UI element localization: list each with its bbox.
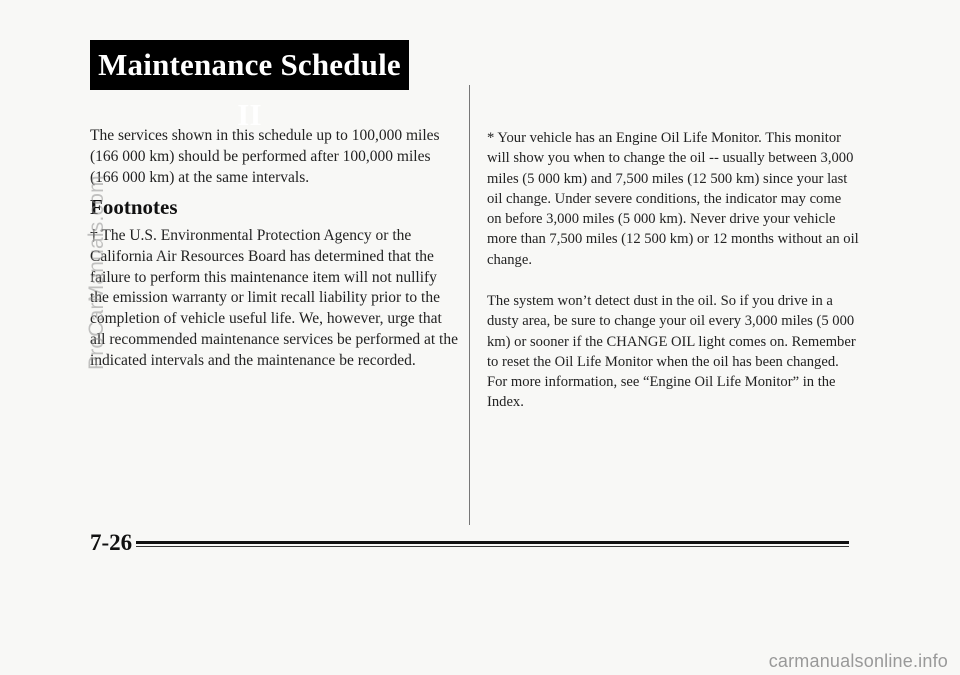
dust-note: The system won’t detect dust in the oil. So if you drive in a dusty area, be sure to change your oil every 3,000 miles (5 000 km) or sooner if the CHANGE OIL light comes on. Remember to reset the Oil Life Monitor when the oil has been changed. For more information, see “Engine Oil Life Monitor” in the Index. <box>487 293 856 411</box>
footnote-paragraph: † The U.S. Environmental Protection Agency or the California Air Resources Board has determined that the failure to perform this maintenance item will not nullify the emission warranty or limit recall liability prior to the completion of vehicle useful life. We, however, urge that all recommended maintenance services be performed at the indicated intervals and the maintenance be recorded. <box>90 227 458 369</box>
column-divider <box>469 85 470 525</box>
procarmanuals-watermark: ProCarManuals.com <box>85 175 108 370</box>
footnotes-heading: Footnotes <box>90 195 178 219</box>
carmanualsonline-watermark: carmanualsonline.info <box>768 651 948 671</box>
section-title: Maintenance Schedule II <box>90 40 409 90</box>
page-number: 7-26 <box>90 530 133 555</box>
oil-life-monitor-note: * Your vehicle has an Engine Oil Life Monitor. This monitor will show you when to change the oil -- usually between 3,000 miles (5 000 km) and 7,500 miles (12 500 km) since your last oil change. Under severe conditions, the indicator may come on before 3,000 miles (5 000 km). Never drive your vehicle more than 7,500 miles (12 500 km) or 12 months without an oil change. <box>487 130 859 268</box>
schedule-intro-paragraph: The services shown in this schedule up to 100,000 miles (166 000 km) should be performed after 100,000 miles (166 000 km) at the same intervals. <box>90 127 440 186</box>
footer-rule-thin <box>136 546 849 547</box>
footer-rule-thick <box>136 541 849 544</box>
